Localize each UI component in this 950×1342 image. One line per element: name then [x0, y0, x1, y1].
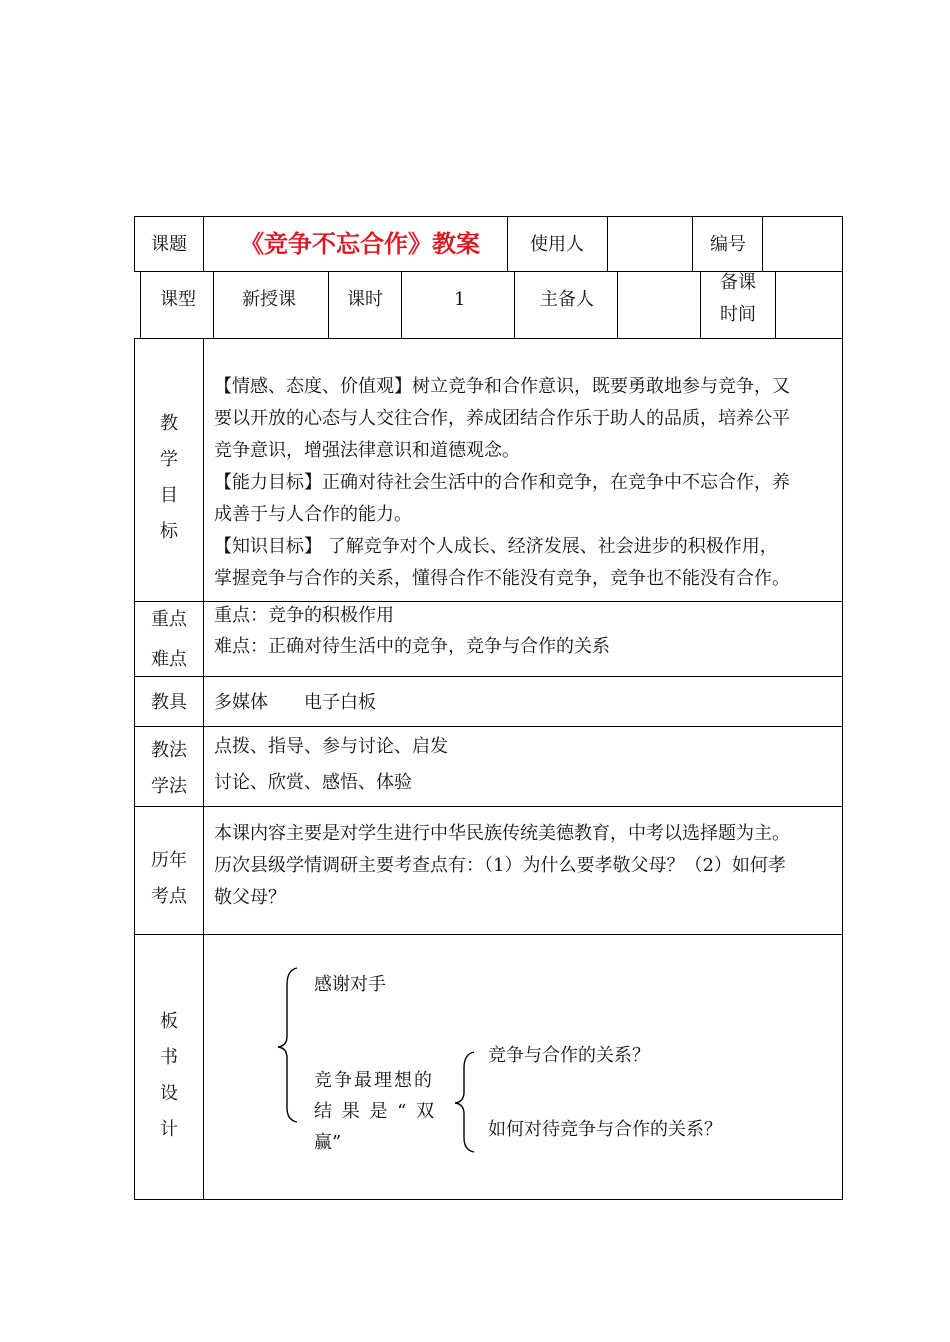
- exam-line: 敬父母？: [214, 887, 286, 908]
- exam-line: 历次县级学情调研主要考查点有：（1）为什么要孝敬父母？（2）如何孝: [214, 855, 786, 876]
- prep-time-label-2: 时间: [720, 304, 756, 325]
- left-brace: [278, 968, 297, 1122]
- user-label: 使用人: [530, 234, 584, 255]
- objectives-label-char: 学: [160, 449, 178, 470]
- page-title: 《竞争不忘合作》教案: [240, 230, 480, 258]
- exam-label-1: 历年: [151, 850, 187, 871]
- objectives-line: 掌握竞争与合作的关系，懂得合作不能没有竞争，竞争也不能没有合作。: [214, 568, 790, 589]
- keypoints-label-2: 难点: [151, 649, 187, 670]
- board-treat: 如何对待竞争与合作的关系？: [488, 1119, 722, 1140]
- topic-label: 课题: [151, 234, 187, 255]
- number-label: 编号: [710, 234, 746, 255]
- key-point-text: 重点：竞争的积极作用: [214, 605, 394, 626]
- board-thanks: 感谢对手: [314, 974, 386, 995]
- objectives-line: 成善于与人合作的能力。: [214, 504, 412, 525]
- exam-label-2: 考点: [151, 886, 187, 907]
- board-ideal-2: 结 果 是 “ 双: [314, 1101, 437, 1122]
- keypoints-label-1: 重点: [151, 609, 187, 630]
- type-value: 新授课: [242, 289, 296, 310]
- board-relation: 竞争与合作的关系？: [488, 1045, 650, 1066]
- objectives-line: 【情感、态度、价值观】树立竞争和合作意识，既要勇敢地参与竞争，又: [214, 376, 790, 397]
- prep-time-label-1: 备课: [720, 272, 756, 293]
- exam-line: 本课内容主要是对学生进行中华民族传统美德教育，中考以选择题为主。: [214, 823, 790, 844]
- board-label-char: 书: [160, 1047, 178, 1068]
- methods-label-1: 教法: [151, 740, 187, 761]
- objectives-line: 要以开放的心态与人交往合作，养成团结合作乐于助人的品质，培养公平: [214, 408, 790, 429]
- hours-value: 1: [454, 289, 466, 310]
- objectives-label-char: 目: [160, 485, 178, 506]
- board-ideal-1: 竞争最理想的: [314, 1070, 434, 1091]
- teaching-methods: 点拨、指导、参与讨论、启发: [214, 736, 448, 757]
- board-label-char: 计: [160, 1119, 178, 1140]
- tools-label: 教具: [151, 692, 187, 713]
- type-label: 课型: [160, 289, 196, 310]
- hours-label: 课时: [347, 289, 383, 310]
- right-brace: [455, 1052, 474, 1152]
- difficult-point-text: 难点：正确对待生活中的竞争，竞争与合作的关系: [214, 636, 610, 657]
- board-label-char: 板: [160, 1011, 178, 1032]
- objectives-label-char: 标: [160, 521, 178, 542]
- learning-methods: 讨论、欣赏、感悟、体验: [214, 772, 412, 793]
- board-ideal-3: 赢”: [314, 1132, 342, 1153]
- board-label-char: 设: [160, 1083, 178, 1104]
- objectives-line: 【能力目标】正确对待社会生活中的合作和竞争，在竞争中不忘合作，养: [214, 472, 790, 493]
- tools-value: 多媒体 电子白板: [214, 692, 376, 713]
- objectives-label-char: 教: [160, 413, 178, 434]
- methods-label-2: 学法: [151, 776, 187, 797]
- objectives-line: 【知识目标】 了解竞争对个人成长、经济发展、社会进步的积极作用，: [214, 536, 778, 557]
- preparer-label: 主备人: [540, 289, 594, 310]
- objectives-line: 竞争意识，增强法律意识和道德观念。: [214, 440, 520, 461]
